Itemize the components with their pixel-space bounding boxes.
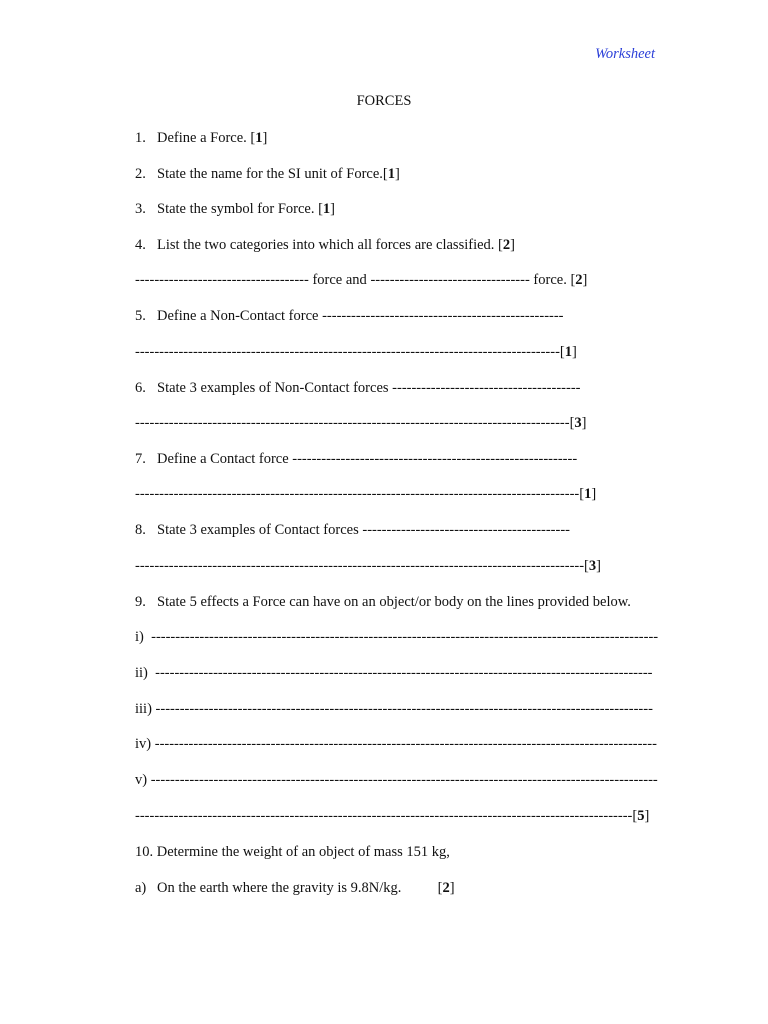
- question-5: [135, 307, 564, 325]
- effect-label: i): [135, 629, 144, 645]
- question-4: [135, 236, 515, 254]
- question-1: [135, 129, 267, 147]
- mark: 3: [574, 415, 582, 431]
- answer-text: force. [: [529, 272, 576, 288]
- answer-blank: ---------------------------------------------------------------------------------------------------------: [143, 629, 659, 645]
- answer-blank: --------------------------------------------------: [322, 308, 564, 324]
- worksheet-header: Worksheet: [595, 46, 655, 62]
- mark: 1: [322, 201, 331, 217]
- effect-label: ii): [135, 665, 148, 681]
- question-number: 6.: [135, 380, 146, 396]
- question-7: [135, 450, 577, 468]
- effect-line-5: [135, 771, 658, 789]
- question-number: 8.: [135, 522, 146, 538]
- question-7-answer-line: [135, 485, 596, 503]
- answer-blank: -------------------------------------------------------------------------------------------------------: [151, 701, 653, 717]
- bracket: ]: [591, 486, 597, 502]
- answer-blank: -----------------------------------------------------------: [292, 451, 578, 467]
- effect-label: v): [135, 772, 148, 788]
- mark: 1: [255, 130, 263, 146]
- question-text: List the two categories into which all forces are classified. [: [157, 237, 503, 253]
- mark-gap: [: [401, 880, 443, 896]
- mark: 1: [584, 486, 592, 502]
- page-title: FORCES: [356, 93, 412, 109]
- bracket: ]: [449, 880, 455, 896]
- question-number: 7.: [135, 451, 146, 467]
- bracket: ]: [330, 201, 336, 217]
- question-number: a): [135, 880, 147, 896]
- question-number: 4.: [135, 237, 146, 253]
- mark: 1: [387, 166, 395, 182]
- bracket: ]: [510, 237, 515, 253]
- question-number: 5.: [135, 308, 146, 324]
- question-text: Define a Non-Contact force: [157, 308, 323, 324]
- answer-blank: --------------------------------------------------------------------------------------------------------: [151, 736, 657, 752]
- question-text: State 5 effects a Force can have on an object/or body on the lines provided below.: [157, 594, 631, 610]
- question-3: [135, 200, 335, 218]
- bracket: ]: [262, 130, 268, 146]
- answer-blank: ---------------------------------------: [392, 380, 581, 396]
- answer-blank: ---------------------------------: [370, 272, 530, 288]
- question-8-answer-line: [135, 557, 601, 575]
- question-5-answer-line: [135, 343, 577, 361]
- effect-line-1: [135, 628, 658, 646]
- question-text: Define a Contact force: [157, 451, 293, 467]
- bracket: ]: [596, 558, 601, 574]
- question-number: 9.: [135, 594, 146, 610]
- bracket: ]: [581, 415, 587, 431]
- question-6-answer-line: [135, 414, 587, 432]
- question-number: 3.: [135, 201, 146, 217]
- answer-blank: -------------------------------------------------------------------------------------------------------: [147, 665, 653, 681]
- question-6: [135, 379, 580, 397]
- answer-text: force and: [308, 272, 371, 288]
- question-text: State the symbol for Force. [: [157, 201, 323, 217]
- answer-blank: ---------------------------------------------------------------------------------------------------------: [147, 772, 658, 788]
- question-text: 10. Determine the weight of an object of mass 151 kg,: [135, 844, 450, 860]
- effect-label: iv): [135, 736, 152, 752]
- answer-blank: ------------------------------------------------------------------------------------------[: [135, 415, 575, 431]
- question-text: State the name for the SI unit of Force.[: [157, 166, 388, 182]
- question-number: 1.: [135, 130, 146, 146]
- answer-blank: -------------------------------------------------------------------------------------------------------[: [135, 808, 638, 824]
- answer-blank: -------------------------------------------: [362, 522, 570, 538]
- question-9: [135, 593, 631, 611]
- mark: 2: [575, 272, 583, 288]
- question-text: State 3 examples of Contact forces: [157, 522, 363, 538]
- answer-blank: ---------------------------------------------------------------------------------------------[: [135, 558, 589, 574]
- answer-blank: ----------------------------------------------------------------------------------------[: [135, 344, 565, 360]
- answer-blank: --------------------------------------------------------------------------------------------[: [135, 486, 585, 502]
- effect-line-4: [135, 735, 657, 753]
- mark: 2: [442, 880, 450, 896]
- mark: 1: [564, 344, 572, 360]
- question-text: Define a Force. [: [157, 130, 256, 146]
- effect-line-3: [135, 700, 653, 718]
- effect-line-2: [135, 664, 653, 682]
- question-text: State 3 examples of Non-Contact forces: [157, 380, 393, 396]
- question-10a: [135, 879, 455, 897]
- question-2: [135, 165, 400, 183]
- question-text: On the earth where the gravity is 9.8N/kg.: [157, 880, 402, 896]
- question-8: [135, 521, 570, 539]
- bracket: ]: [644, 808, 650, 824]
- question-9-answer-line: [135, 807, 649, 825]
- answer-blank: ------------------------------------: [135, 272, 309, 288]
- bracket: ]: [572, 344, 577, 360]
- bracket: ]: [582, 272, 588, 288]
- mark: 2: [502, 237, 511, 253]
- bracket: ]: [394, 166, 400, 182]
- mark: 5: [637, 808, 645, 824]
- question-number: 2.: [135, 166, 146, 182]
- effect-label: iii): [135, 701, 152, 717]
- question-10: [135, 843, 450, 861]
- mark: 3: [588, 558, 597, 574]
- question-4-answer-line: [135, 271, 587, 289]
